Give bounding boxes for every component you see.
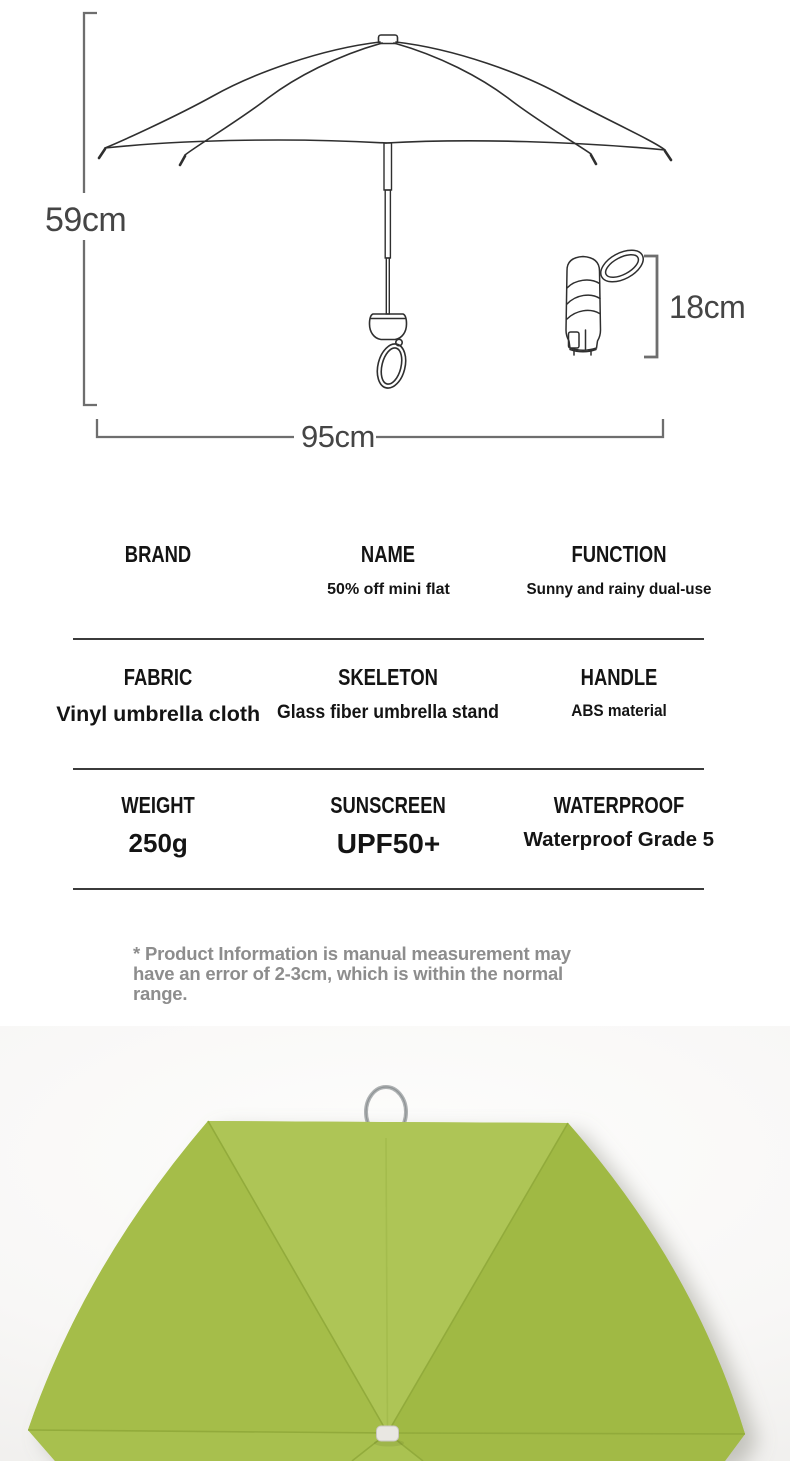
wrap-line <box>567 310 600 319</box>
spec-table <box>56 505 715 890</box>
wrap-line <box>567 280 600 288</box>
center-ferrule <box>377 1426 399 1441</box>
spec-cell-fabric <box>56 640 261 768</box>
umbrella-pole <box>384 143 392 314</box>
spec-cell-function <box>526 505 712 638</box>
spec-row-2 <box>56 640 704 770</box>
name-value: 50% off mini flat <box>327 581 450 598</box>
rib-inner-right <box>394 43 591 154</box>
umbrella-top-cap <box>379 35 398 44</box>
open-height-label: 59cm <box>45 201 127 239</box>
folded-length-label: 18cm <box>669 289 746 325</box>
wrap-line <box>567 295 600 304</box>
skeleton-label: SKELETON <box>338 664 439 690</box>
function-value: Sunny and rainy dual-use <box>526 581 712 598</box>
canopy-edge-left <box>105 140 386 148</box>
folded-umbrella-drawing <box>566 244 648 355</box>
waterproof-label: WATERPROOF <box>553 792 685 818</box>
folded-length-bracket <box>644 256 657 357</box>
spec-cell-name <box>243 505 533 638</box>
folded-strap-loop <box>596 244 649 289</box>
name-label: NAME <box>361 541 416 567</box>
rib-tips <box>99 149 671 165</box>
product-photo <box>0 1026 790 1461</box>
spec-row-3 <box>73 770 715 890</box>
green-umbrella-photo <box>0 1026 790 1461</box>
weight-label: WEIGHT <box>121 792 195 818</box>
function-label: FUNCTION <box>571 541 667 567</box>
sunscreen-value: UPF50+ <box>336 828 441 859</box>
fabric-value: Vinyl umbrella cloth <box>56 702 261 726</box>
umbrella-canopy <box>28 1121 745 1461</box>
spec-cell-sunscreen <box>243 770 533 888</box>
wrist-strap-loop <box>373 341 410 391</box>
umbrella-handle <box>370 314 407 346</box>
open-width-label: 95cm <box>301 419 375 454</box>
weight-value: 250g <box>128 828 188 858</box>
spec-cell-handle <box>534 640 704 768</box>
panel-bottom-right <box>388 1433 746 1461</box>
canopy-edge-right <box>386 141 665 150</box>
spec-cell-brand <box>73 505 243 638</box>
spec-cell-skeleton <box>243 640 533 768</box>
fabric-label: FABRIC <box>123 664 193 690</box>
disclaimer-line-1: * Product Information is manual measurement may <box>133 943 571 964</box>
waterproof-value: Waterproof Grade 5 <box>523 828 715 851</box>
panel-bottom-left <box>28 1430 388 1461</box>
handle-label: HANDLE <box>580 664 658 690</box>
disclaimer-line-2: have an error of 2-3cm, which is within the normal <box>133 962 563 984</box>
skeleton-value: Glass fiber umbrella stand <box>277 702 500 723</box>
measurement-disclaimer <box>133 944 653 1003</box>
spec-row-1 <box>73 505 712 640</box>
handle-value: ABS material <box>571 702 667 720</box>
spec-cell-waterproof <box>523 770 715 888</box>
rib-inner-left <box>185 43 382 155</box>
sunscreen-label: SUNSCREEN <box>330 792 447 818</box>
brand-label: BRAND <box>124 541 192 567</box>
spec-cell-weight <box>73 770 243 888</box>
disclaimer-line-3: range. <box>133 982 188 1004</box>
width-bracket <box>97 419 663 437</box>
